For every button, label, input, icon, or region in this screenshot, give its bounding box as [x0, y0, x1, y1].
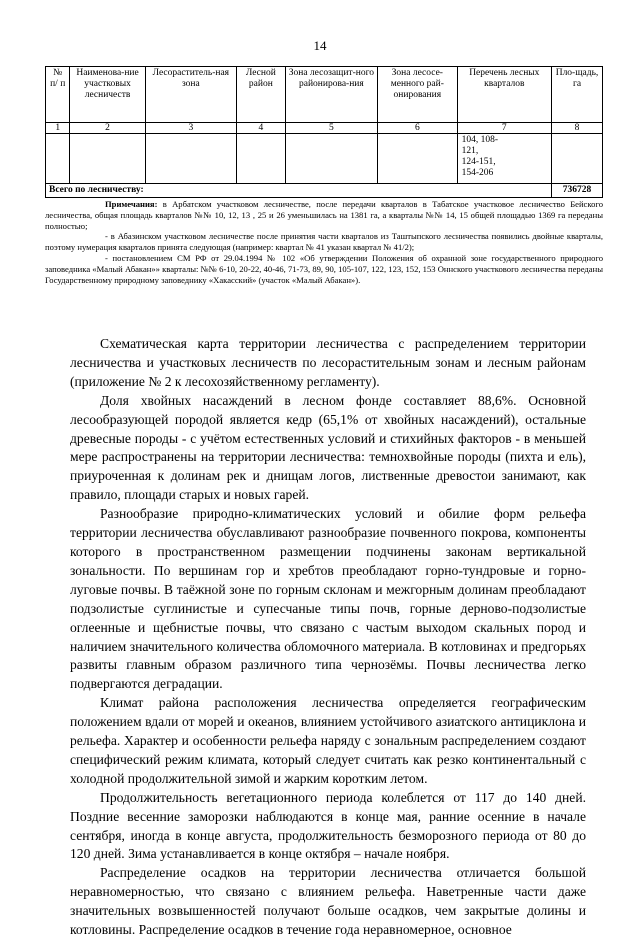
column-number: 8: [552, 123, 603, 134]
notes-label: Примечания:: [105, 199, 158, 209]
header-quarters: Перечень лесных кварталов: [457, 67, 551, 123]
note-3: - постановлением СМ РФ от 29.04.1994 № 102 «Об утверждении Положения об охранной зоне государственного природного заповедника «Малый Абакан»» кварталы: №№ 6-10, 20-22, 40-46, 71-73, 89, 90, 105-107, 122, 123, 152, 153 Оннского участкового лесничества переданы Государственному природному заповеднику «Хакасский» (участок «Малый Абакан»).: [45, 252, 603, 285]
column-number: 1: [46, 123, 70, 134]
column-number: 3: [145, 123, 236, 134]
column-number: 2: [70, 123, 145, 134]
forestry-table: [45, 66, 603, 198]
header-seed-zone: Зона лесосе-менного рай-онирования: [378, 67, 458, 123]
table-cell: [46, 134, 70, 184]
paragraph-conifer: Доля хвойных насаждений в лесном фонде составляет 88,6%. Основной лесообразующей породой является кедр (65,1% от хвойных насаждений), остальные древесные породы - с учётом естественных условий и стихийных факторов - в меньшей мере распространены на территории лесничества: темнохвойные породы (пихта и ель), приуроченная к долинам рек и днищам логов, лиственные древостои занимают, как правило, площади старых и новых гарей.: [70, 392, 586, 503]
body-text: [70, 335, 586, 940]
table-cell: [145, 134, 236, 184]
table-cell: [70, 134, 145, 184]
quarters-line: 124-151,: [461, 157, 496, 167]
paragraph-soils: Разнообразие природно-климатических условий и обилие форм рельефа территории лесничества обуславливают разнообразие почвенного покрова, компоненты которого в пространственном размещении подчинены законам вертикальной зональности. По вершинам гор и хребтов преобладают горно-тундровые и горно-луговые почвы. В таёжной зоне по горным склонам и межгорным долинам преобладают подзолистые суглинистые и супесчаные типы почв, горные дерново-подзолистые оглеенные и щебнистые почвы, что связано с частым выходом скальных пород и наличием значительного количества обломочного материала. В котловинах и предгорьях развиты главным образом различного типа чернозёмы. Почвы лесничества легко подвергаются деградации.: [70, 506, 586, 692]
column-number: 7: [457, 123, 551, 134]
paragraph-climate: Климат района расположения лесничества определяется географическим положением вдали от морей и океанов, влиянием устойчивого азиатского антициклона и рельефа. Характер и особенности рельефа наряду с зональным распределением создают специфический режим климата, который следует считать как резко континентальный с холодной продолжительной зимой и жарким коротким летом.: [70, 695, 586, 786]
total-label: Всего по лесничеству:: [46, 184, 552, 198]
page-number: 14: [313, 38, 327, 53]
header-forest-region: Лесной район: [236, 67, 285, 123]
quarters-line: 154-206: [461, 168, 494, 178]
header-area: Пло-щадь, га: [552, 67, 603, 123]
header-num: № п/ п: [46, 67, 70, 123]
table-cell: [378, 134, 458, 184]
note-2: - в Абазинском участковом лесничестве после принятия части кварталов из Таштыпского лесничества появились двойные кварталы, поэтому нумерация кварталов принята следующая (например: квартал № 41 указан квартал № 41/2);: [45, 231, 603, 253]
header-forest-zone: Лесораститель-ная зона: [145, 67, 236, 123]
table-cell: [236, 134, 285, 184]
header-protection-zone: Зона лесозащит-ного районирова-ния: [285, 67, 377, 123]
column-number: 5: [285, 123, 377, 134]
table-cell: [285, 134, 377, 184]
quarters-line: 121,: [461, 146, 479, 156]
total-value: 736728: [552, 184, 603, 198]
column-number: 6: [378, 123, 458, 134]
table-cell: [552, 134, 603, 184]
note-1-text: в Арбатском участковом лесничестве, после передачи кварталов в Табатское участковое лесничество Бейского лесничества, общая площадь кварталов №№ 10, 12, 13 , 25 и 26 уменьшилась на 1381 га, а кварталы №№ 14, 15 общей площадью 1369 га переданы полностью;: [45, 199, 603, 231]
column-number: 4: [236, 123, 285, 134]
quarters-line: 104, 108-: [461, 135, 499, 145]
header-district-name: Наименова-ние участковых лесничеств: [70, 67, 145, 123]
quarters-cell: [457, 134, 551, 184]
table-notes: [45, 199, 603, 285]
paragraph-vegetation-period: Продолжительность вегетационного периода колеблется от 117 до 140 дней. Поздние весенние заморозки наблюдаются в конце мая, ранние осенние в начале сентября, иногда в конце августа, продолжительность безморозного периода от 80 до 120 дней. Зима устанавливается в конце октября – начале ноября.: [70, 789, 586, 862]
paragraph-precipitation: Распределение осадков на территории лесничества отличается большой неравномерностью, что связано с влиянием рельефа. Наветренные части даже значительных возвышенностей получают больше осадков, чем закрытые долины и котловины. Распределение осадков в течение года неравномерное, основное: [70, 865, 586, 938]
table-row: [46, 134, 603, 184]
paragraph-map: Схематическая карта территории лесничества с распределением территории лесничества и участковых лесничеств по лесорастительным зонам и лесным районам (приложение № 2 к лесохозяйственному регламенту).: [70, 336, 586, 389]
note-1: [45, 199, 603, 231]
column-number-row: [46, 123, 603, 134]
total-row: [46, 184, 603, 198]
table-header-row: [46, 67, 603, 123]
